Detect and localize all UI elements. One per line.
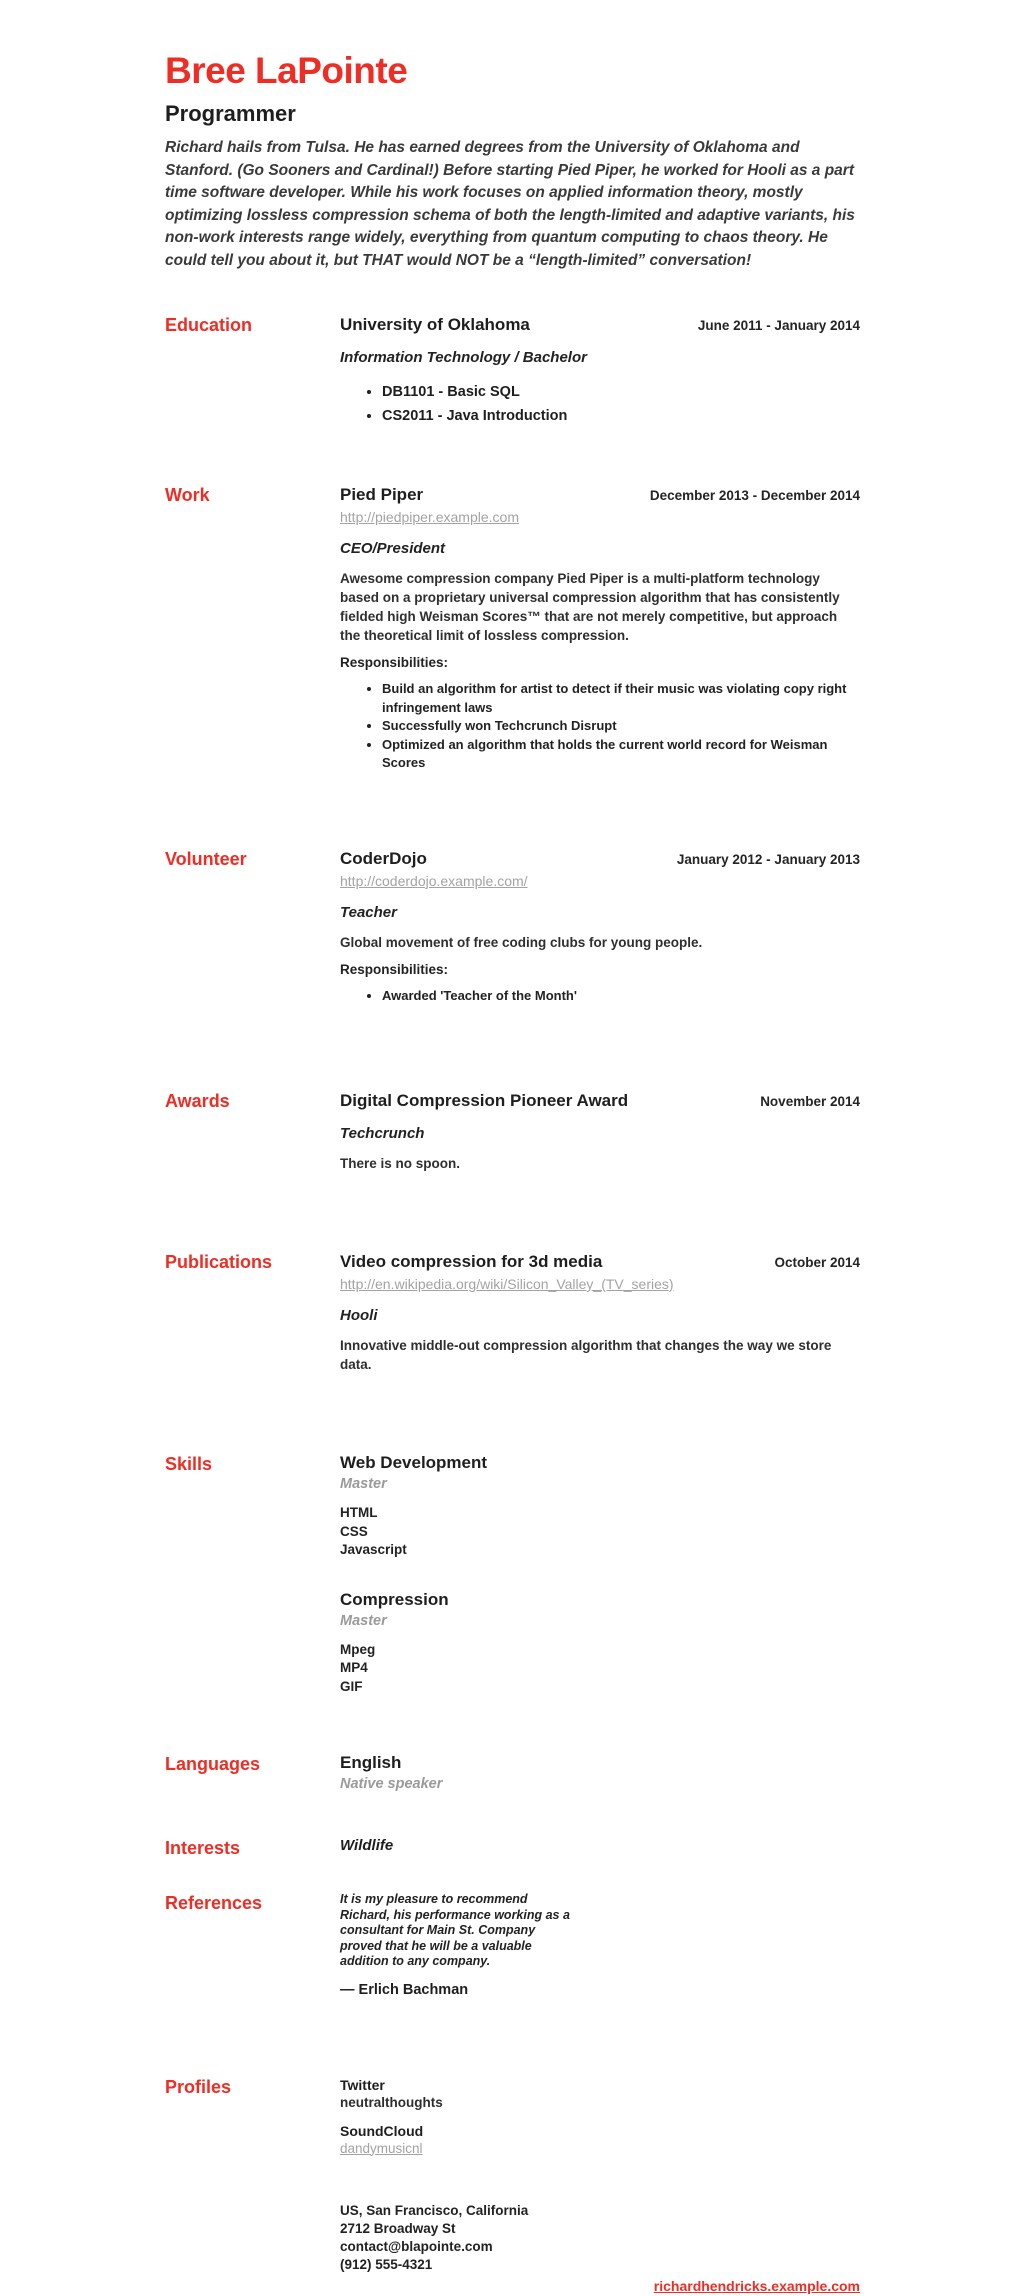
award-date: November 2014 bbox=[760, 1094, 860, 1109]
language-fluency: Native speaker bbox=[340, 1776, 443, 1792]
work-topline bbox=[340, 484, 860, 506]
website-row bbox=[340, 2278, 860, 2296]
publications-body bbox=[340, 1251, 860, 1374]
volunteer-highlights bbox=[340, 987, 860, 1006]
skill-group-compression bbox=[340, 1590, 860, 1697]
volunteer-dates: January 2012 - January 2013 bbox=[676, 851, 860, 867]
section-heading-languages: Languages bbox=[165, 1754, 261, 1774]
section-heading-volunteer: Volunteer bbox=[165, 848, 247, 869]
section-profiles bbox=[165, 2076, 860, 2158]
profile-item-soundcloud bbox=[340, 2122, 860, 2158]
education-institution: University of Oklahoma bbox=[340, 315, 530, 334]
contact-body bbox=[340, 2202, 860, 2296]
reference-quote: It is my pleasure to recommend Richard, his performance working as a consultant for Main St. Company proved that he will be a valuable addition to any company. bbox=[340, 1892, 570, 1968]
contact-address-block bbox=[340, 2202, 860, 2274]
skill-keywords bbox=[340, 1641, 860, 1697]
contact-street: 2712 Broadway St bbox=[340, 2220, 456, 2236]
section-skills bbox=[165, 1453, 860, 1696]
section-heading-awards: Awards bbox=[165, 1091, 230, 1111]
contact-location: US, San Francisco, California bbox=[340, 2202, 529, 2218]
skill-keyword: Mpeg bbox=[340, 1641, 376, 1657]
skill-keyword: MP4 bbox=[340, 1660, 368, 1675]
publication-summary: Innovative middle-out compression algorithm that changes the way we store data. bbox=[340, 1338, 832, 1372]
contact-phone: (912) 555-4321 bbox=[340, 2256, 433, 2272]
resume-header bbox=[165, 50, 860, 272]
publication-name: Video compression for 3d media bbox=[340, 1252, 603, 1271]
publication-date: October 2014 bbox=[774, 1255, 860, 1270]
publication-publisher: Hooli bbox=[340, 1307, 378, 1324]
contact-heading-spacer bbox=[165, 2202, 340, 2296]
volunteer-url-link[interactable]: http://coderdojo.example.com/ bbox=[340, 872, 528, 889]
publication-url-link[interactable]: http://en.wikipedia.org/wiki/Silicon_Valley_(TV_series) bbox=[340, 1276, 674, 1292]
volunteer-body bbox=[340, 848, 860, 1006]
volunteer-topline bbox=[340, 848, 860, 870]
volunteer-summary: Global movement of free coding clubs for young people. bbox=[340, 934, 703, 950]
education-topline bbox=[340, 314, 860, 336]
education-study: Information Technology / Bachelor bbox=[340, 349, 587, 366]
awards-topline bbox=[340, 1090, 860, 1112]
profile-network: Twitter bbox=[340, 2076, 385, 2093]
profile-network: SoundCloud bbox=[340, 2122, 424, 2139]
section-heading-publications: Publications bbox=[165, 1252, 273, 1272]
section-publications bbox=[165, 1251, 860, 1374]
section-heading-references: References bbox=[165, 1893, 263, 1913]
course-item: • CS2011 - Java Introduction bbox=[382, 404, 860, 428]
interest-name: Wildlife bbox=[340, 1837, 394, 1854]
section-heading-education: Education bbox=[165, 315, 253, 335]
reference-name: — Erlich Bachman bbox=[340, 1981, 469, 1998]
skill-level: Master bbox=[340, 1476, 387, 1492]
section-contact bbox=[165, 2202, 860, 2296]
interests-body bbox=[340, 1837, 860, 1859]
volunteer-responsibilities-label: Responsibilities: bbox=[340, 961, 449, 977]
volunteer-position: Teacher bbox=[340, 903, 397, 921]
education-courses bbox=[340, 380, 860, 428]
awards-body bbox=[340, 1090, 860, 1173]
section-awards bbox=[165, 1090, 860, 1173]
languages-body bbox=[340, 1753, 860, 1792]
work-summary: Awesome compression company Pied Piper is a multi-platform technology based on a proprietary universal compression algorithm that has consistently fielded high Weisman Scores™ that are not merely competitive, but approach the theoretical limit of lossless compression. bbox=[340, 571, 840, 643]
section-volunteer bbox=[165, 848, 860, 1006]
award-title: Digital Compression Pioneer Award bbox=[340, 1091, 629, 1110]
section-references bbox=[165, 1892, 860, 1998]
person-title: Programmer bbox=[165, 101, 296, 126]
highlight-item: • Build an algorithm for artist to detect if their music was violating copy right infringement laws bbox=[382, 680, 860, 717]
skill-keyword: HTML bbox=[340, 1505, 378, 1520]
language-name: English bbox=[340, 1753, 402, 1772]
highlight-item: • Optimized an algorithm that holds the current world record for Weisman Scores bbox=[382, 736, 860, 773]
work-position: CEO/President bbox=[340, 540, 446, 557]
work-company: Pied Piper bbox=[340, 485, 424, 504]
course-item: • DB1101 - Basic SQL bbox=[382, 380, 860, 404]
profile-item-twitter bbox=[340, 2076, 860, 2112]
section-heading-skills: Skills bbox=[165, 1454, 213, 1474]
contact-email: contact@blapointe.com bbox=[340, 2238, 493, 2254]
skill-keywords bbox=[340, 1504, 860, 1560]
profiles-body bbox=[340, 2076, 860, 2158]
section-work bbox=[165, 484, 860, 773]
section-heading-profiles: Profiles bbox=[165, 2076, 232, 2097]
publications-topline bbox=[340, 1251, 860, 1273]
work-responsibilities-label: Responsibilities: bbox=[340, 655, 449, 670]
references-body bbox=[340, 1892, 860, 1998]
skill-name: Web Development bbox=[340, 1453, 488, 1472]
work-body bbox=[340, 484, 860, 773]
section-heading-interests: Interests bbox=[165, 1838, 241, 1858]
highlight-item: • Successfully won Techcrunch Disrupt bbox=[382, 717, 860, 736]
skill-keyword: CSS bbox=[340, 1523, 368, 1539]
work-url-link[interactable]: http://piedpiper.example.com bbox=[340, 509, 519, 525]
section-heading-work: Work bbox=[165, 485, 210, 505]
work-highlights bbox=[340, 680, 860, 773]
education-body bbox=[340, 314, 860, 428]
skill-name: Compression bbox=[340, 1589, 449, 1609]
skill-keyword: Javascript bbox=[340, 1542, 407, 1557]
website-link[interactable]: richardhendricks.example.com bbox=[653, 2277, 860, 2294]
volunteer-organization: CoderDojo bbox=[340, 848, 427, 868]
highlight-item: • Awarded 'Teacher of the Month' bbox=[382, 987, 860, 1006]
section-languages bbox=[165, 1753, 860, 1792]
skill-group-web-development bbox=[340, 1453, 860, 1560]
section-interests bbox=[165, 1837, 860, 1859]
award-awarder: Techcrunch bbox=[340, 1125, 425, 1142]
work-dates: December 2013 - December 2014 bbox=[649, 488, 860, 503]
profile-username: neutralthoughts bbox=[340, 2094, 443, 2110]
skill-keyword: GIF bbox=[340, 1678, 363, 1694]
section-education bbox=[165, 314, 860, 428]
summary-text: Richard hails from Tulsa. He has earned degrees from the University of Oklahoma and Stanford. (Go Sooners and Cardinal!) Before starting Pied Piper, he worked for Hooli as a part time software developer. While his work focuses on applied information theory, mostly optimizing lossless compression schema of both the length-limited and adaptive variants, his non-work interests range widely, everything from quantum computing to chaos theory. He could tell you about it, but THAT would NOT be a “length-limited” conversation! bbox=[165, 139, 855, 269]
person-name: Bree LaPointe bbox=[165, 50, 408, 91]
award-summary: There is no spoon. bbox=[340, 1156, 461, 1171]
skill-level: Master bbox=[340, 1612, 387, 1629]
skills-body bbox=[340, 1453, 860, 1696]
profile-username-link[interactable]: dandymusicnl bbox=[340, 2140, 423, 2156]
education-dates: June 2011 - January 2014 bbox=[697, 318, 860, 333]
